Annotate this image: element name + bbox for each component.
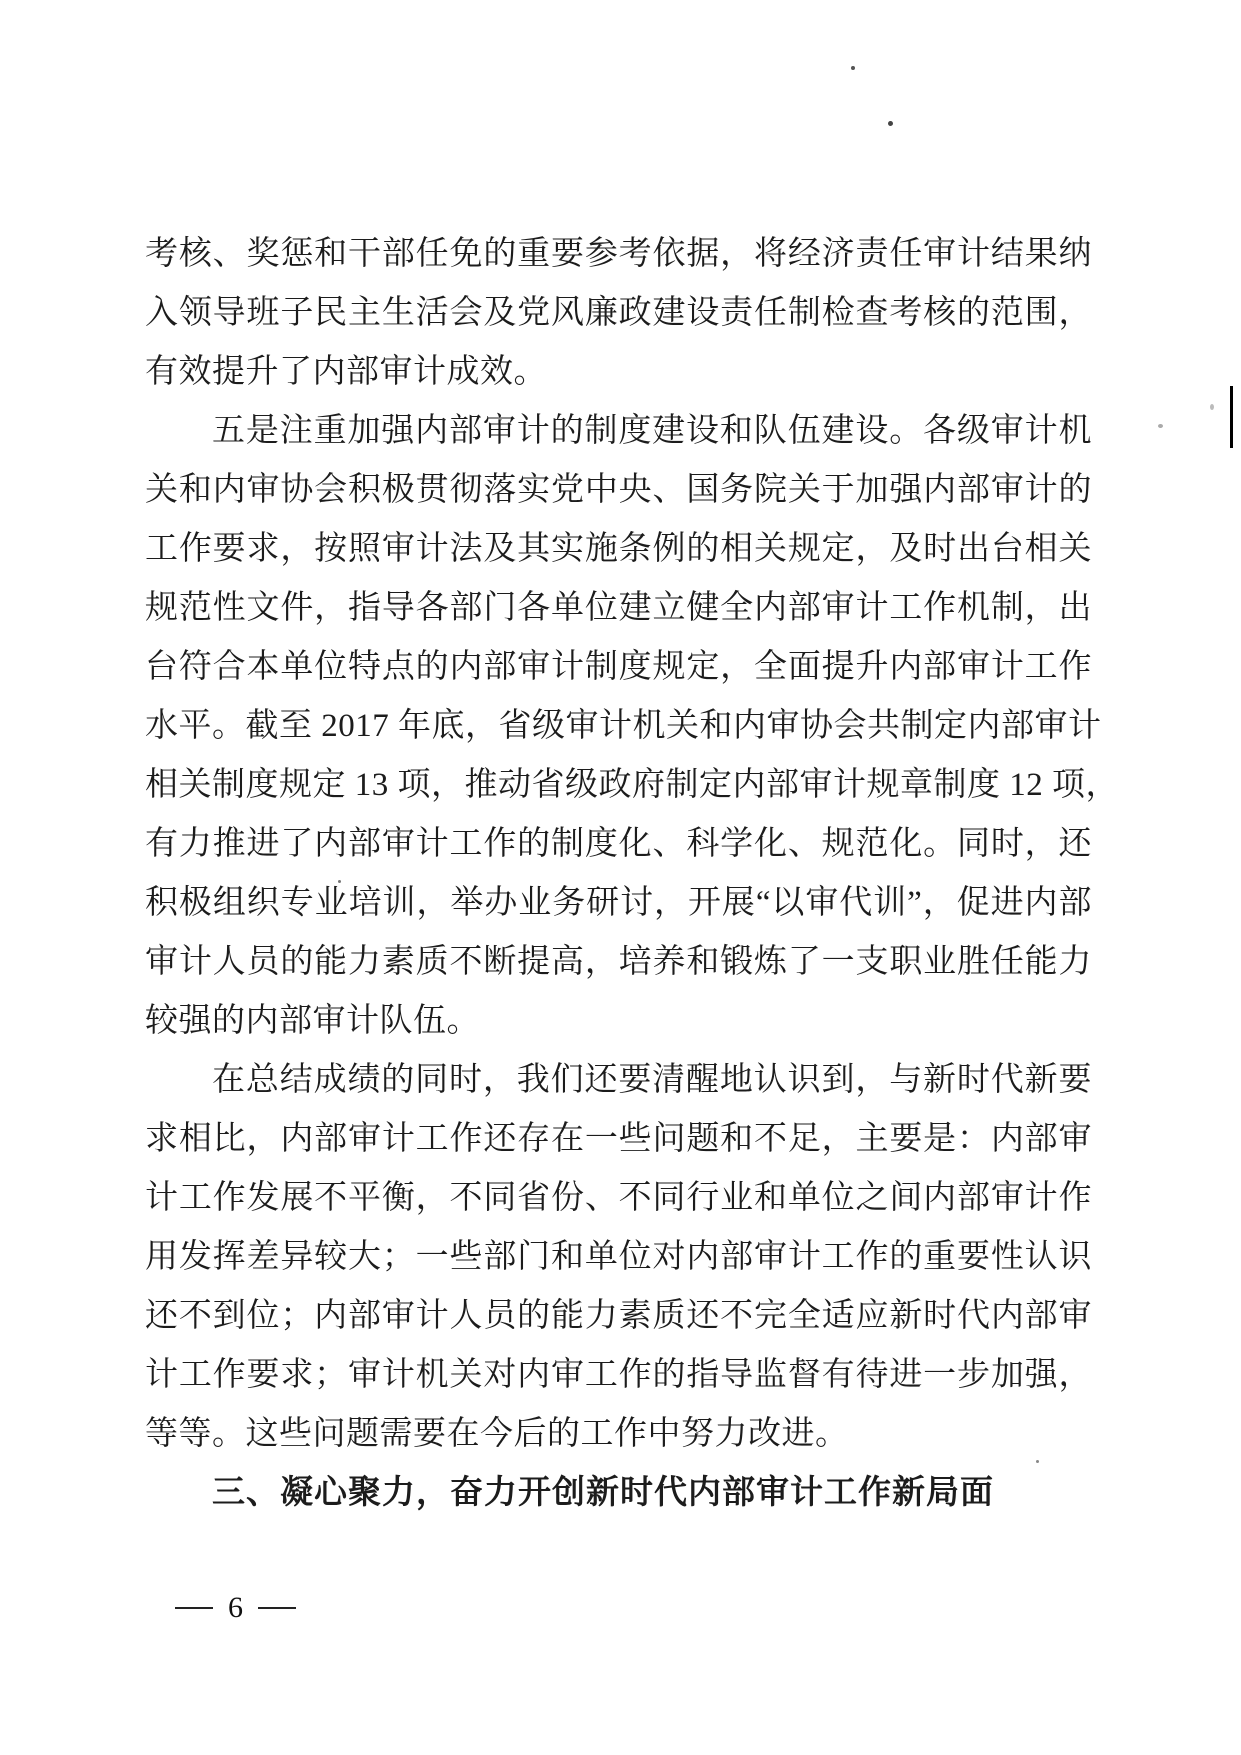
text-line: 工作要求，按照审计法及其实施条例的相关规定，及时出台相关 xyxy=(145,531,1092,567)
text-line: 计工作发展不平衡，不同省份、不同行业和单位之间内部审计作 xyxy=(145,1180,1092,1216)
text-line: 有力推进了内部审计工作的制度化、科学化、规范化。同时，还 xyxy=(145,826,1092,862)
text-line: 计工作要求；审计机关对内审工作的指导监督有待进一步加强， xyxy=(145,1357,1092,1393)
document-body xyxy=(145,225,1119,1523)
scan-speck xyxy=(888,121,893,126)
text-line: 考核、奖惩和干部任免的重要参考依据，将经济责任审计结果纳 xyxy=(145,236,1092,272)
footer-dash-left xyxy=(175,1607,213,1609)
scan-speck xyxy=(1036,1460,1039,1463)
text-line: 规范性文件，指导各部门各单位建立健全内部审计工作机制，出 xyxy=(145,590,1092,626)
page-number: 6 xyxy=(228,1591,243,1624)
text-line: 积极组织专业培训，举办业务研讨，开展“以审代训”，促进内部 xyxy=(145,885,1092,921)
text-line: 有效提升了内部审计成效。 xyxy=(145,354,547,390)
section-heading: 三、凝心聚力，奋力开创新时代内部审计工作新局面 xyxy=(212,1475,994,1511)
text-line: 关和内审协会积极贯彻落实党中央、国务院关于加强内部审计的 xyxy=(145,472,1092,508)
scan-speck xyxy=(338,880,341,883)
text-line: 等等。这些问题需要在今后的工作中努力改进。 xyxy=(145,1416,849,1452)
text-line: 求相比，内部审计工作还存在一些问题和不足，主要是：内部审 xyxy=(145,1121,1092,1157)
text-line: 相关制度规定 13 项，推动省级政府制定内部审计规章制度 12 项， xyxy=(145,767,1119,803)
text-line: 还不到位；内部审计人员的能力素质还不完全适应新时代内部审 xyxy=(145,1298,1092,1334)
page-footer xyxy=(175,1590,296,1626)
text-line: 水平。截至 2017 年底，省级审计机关和内审协会共制定内部审计 xyxy=(145,708,1102,744)
text-line: 五是注重加强内部审计的制度建设和队伍建设。各级审计机 xyxy=(212,413,1092,449)
scan-speck xyxy=(851,66,855,70)
scan-artifact-line xyxy=(1230,386,1233,448)
scan-speck xyxy=(1210,404,1214,410)
scan-speck xyxy=(1158,424,1163,428)
footer-dash-right xyxy=(258,1607,296,1609)
text-line: 用发挥差异较大；一些部门和单位对内部审计工作的重要性认识 xyxy=(145,1239,1092,1275)
text-line: 入领导班子民主生活会及党风廉政建设责任制检查考核的范围， xyxy=(145,295,1092,331)
text-line: 较强的内部审计队伍。 xyxy=(145,1003,480,1039)
text-line: 在总结成绩的同时，我们还要清醒地认识到，与新时代新要 xyxy=(212,1062,1092,1098)
text-line: 审计人员的能力素质不断提高，培养和锻炼了一支职业胜任能力 xyxy=(145,944,1092,980)
text-line: 台符合本单位特点的内部审计制度规定，全面提升内部审计工作 xyxy=(145,649,1092,685)
